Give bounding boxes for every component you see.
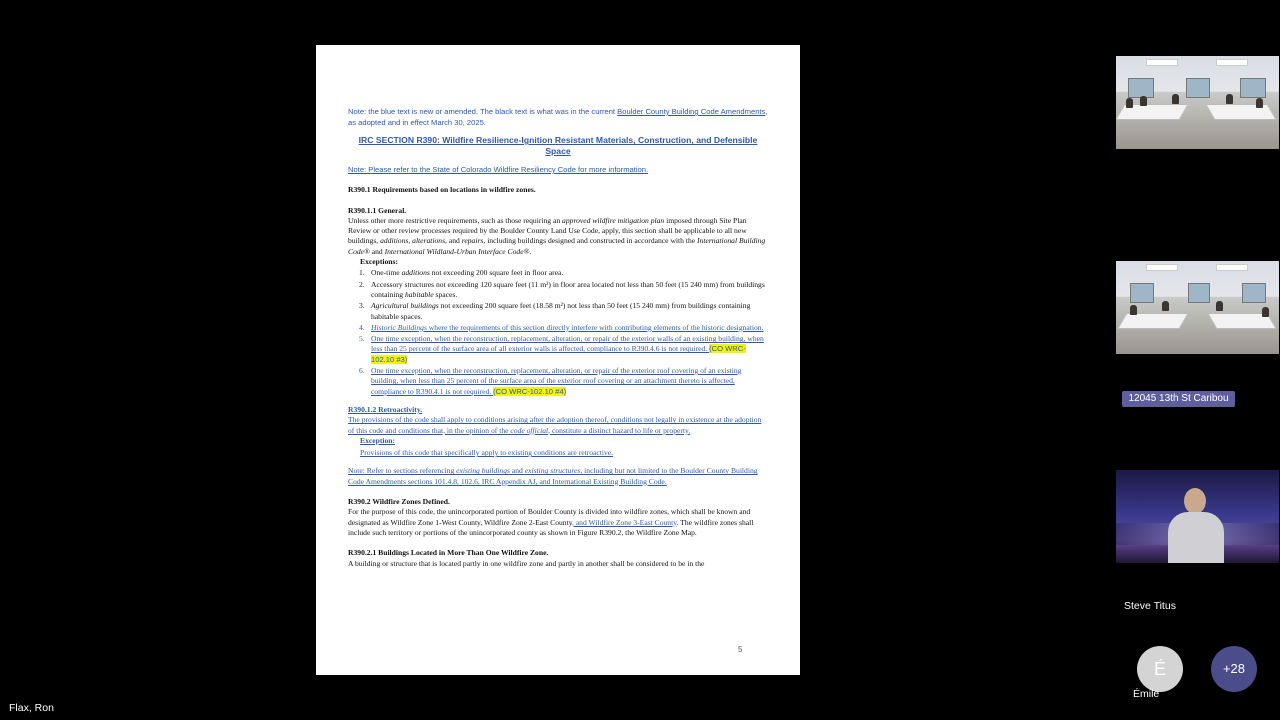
r390-1-heading: R390.1 Requirements based on locations in wildfire zones. xyxy=(348,185,536,195)
presenter-name: Flax, Ron xyxy=(9,702,54,714)
multi-zone-heading: R390.2.1 Buildings Located in More Than One Wildfire Zone. xyxy=(348,548,549,558)
page-number: 5 xyxy=(738,645,743,654)
wildfire-zones-paragraph: For the purpose of this code, the unincorporated portion of Boulder County is divided into wildfire zones, which shall be known and designated as Wildfire Zone 1-West County, Wildfire Zone 2-East County, and Wildfire Zone 3-East County. The wildfire zones shall include such territory or portions of the unincorporated county as shown in Figure R390.2, the Wildfire Zone Map. xyxy=(348,507,754,537)
avatar-emile[interactable]: É xyxy=(1137,646,1183,692)
exception-item: 5. One time exception, when the reconstruction, replacement, alteration, or repair of the exterior walls of an existing building, when less than 25 percent of the surface area of all exterior walls is affected, compliance to R390.4.6 is not required. (CO WRC-102.10 #3) xyxy=(359,334,764,364)
video-tile-room-2[interactable] xyxy=(1116,261,1279,354)
participant-name-steve-titus: Steve Titus xyxy=(1124,600,1176,612)
exception-item: 4. Historic Buildings where the requirements of this section directly interfere with contributing elements of the historic designation. xyxy=(359,322,764,332)
r390-1-1-heading: R390.1.1 General. xyxy=(348,205,407,215)
retroactivity-exception-text: Provisions of this code that specifically apply to existing conditions are retroactive. xyxy=(360,448,614,458)
exceptions-list xyxy=(348,268,768,397)
exception-item: 1. One-time additions not exceeding 200 square feet in floor area. xyxy=(359,268,564,278)
note-blue-text: Note: the blue text is new or amended. The black text is what was in the current Boulder County Building Code Amendments, as adopted and in effect March 30, 2025. xyxy=(348,107,768,127)
video-tile-room-1[interactable] xyxy=(1116,56,1279,149)
exception-item: 2. Accessory structures not exceeding 120 square feet (11 m²) in floor area located not less than 50 feet (15 240 mm) from buildings containing habitable spaces. xyxy=(359,279,765,299)
general-paragraph: Unless other more restrictive requirements, such as those requiring an approved wildfire mitigation plan imposed through Site Plan Review or other review processes required by the Boulder County Land Use Code, apply, this section shall be applicable to all new buildings, additions, alterations, and repairs, including buildings designed and constructed in accordance with the International Building Code® and International Wildland-Urban Interface Code®. xyxy=(348,215,766,256)
wildfire-zones-heading: R390.2 Wildfire Zones Defined. xyxy=(348,497,450,507)
retroactivity-exception-label: Exception: xyxy=(360,435,396,445)
multi-zone-paragraph: A building or structure that is located partly in one wildfire zone and partly in another shall be considered to be in the xyxy=(348,558,705,568)
section-title: IRC SECTION R390: Wildfire Resilience-Ignition Resistant Materials, Construction, and Defensible Space xyxy=(358,135,758,156)
retroactivity-paragraph: The provisions of the code shall apply to conditions arising after the adoption thereof, conditions not legally in existence at the adoption of this code and conditions that, in the opinion of the code official, constitute a distinct hazard to life or property. xyxy=(348,415,762,435)
participant-name-emile: Émile xyxy=(1133,688,1160,700)
note-colorado-code[interactable]: Note: Please refer to the State of Colorado Wildfire Resiliency Code for more information. xyxy=(348,165,649,174)
exception-item: 6. One time exception, when the reconstruction, replacement, alteration, or repair of the exterior roof covering of an existing building, when less than 25 percent of the surface area of the exterior roof covering or an attachment thereto is affected, compliance to R390.4.1 is not required. (CO WRC-102.10 #4) xyxy=(359,366,742,396)
retroactivity-heading: R390.1.2 Retroactivity. xyxy=(348,404,423,414)
more-participants-button[interactable]: +28 xyxy=(1211,646,1257,692)
room-name-label: 12045 13th St Caribou xyxy=(1122,391,1235,407)
video-tile-steve-titus[interactable] xyxy=(1116,470,1279,563)
note-existing-buildings: Note: Refer to sections referencing existing buildings and existing structures, including but not limited to the Boulder County Building Code Amendments sections 101.4.8, 102.6, IRC Appendix AJ, and International Existing Building Code. xyxy=(348,466,758,486)
reference-highlight: (CO WRC-102.10 #4) xyxy=(493,386,567,396)
reference-highlight: (CO WRC-102.10 #3) xyxy=(371,344,746,364)
shared-document xyxy=(316,45,800,675)
exception-item: 3. Agricultural buildings not exceeding 200 square feet (18.58 m²) not less than 50 feet (15 240 mm) from buildings containing habitable spaces. xyxy=(359,301,751,321)
exceptions-label: Exceptions: xyxy=(360,257,398,267)
amendments-link[interactable]: Boulder County Building Code Amendments xyxy=(617,107,766,116)
document-body xyxy=(348,107,768,569)
